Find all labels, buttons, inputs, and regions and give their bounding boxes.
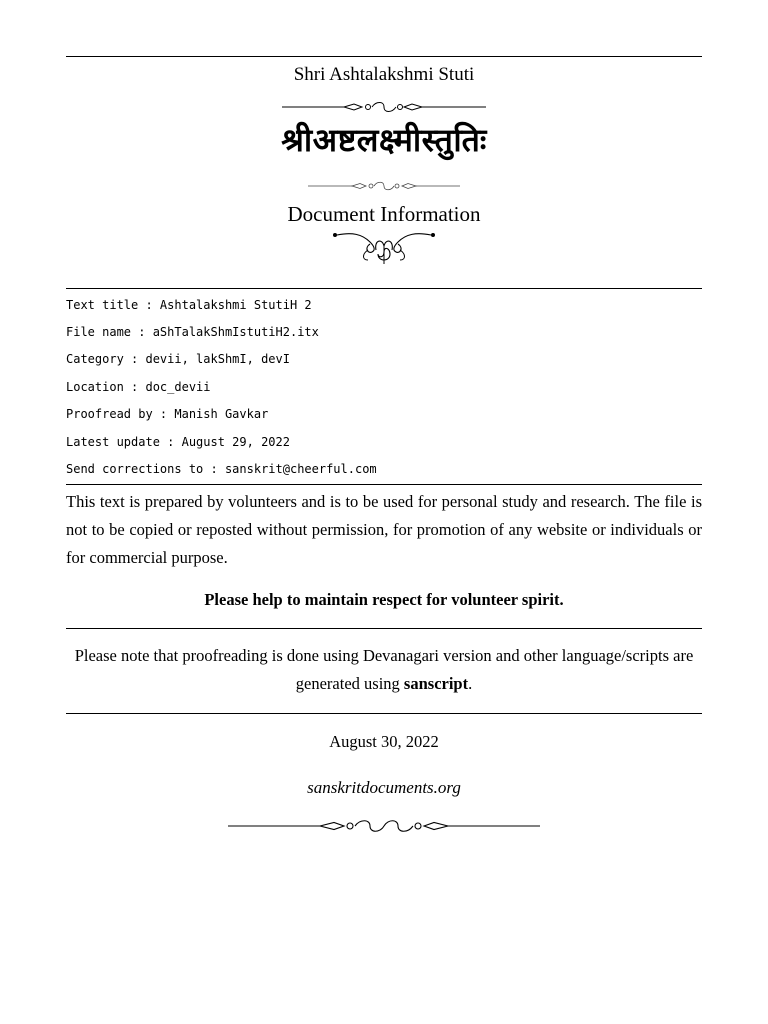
info-location: Location : doc_devii — [66, 380, 211, 394]
info-proofread-by: Proofread by : Manish Gavkar — [66, 407, 269, 421]
proofreading-note-text: Please note that proofreading is done using Devanagari version and other language/scripts are generated using — [74, 646, 694, 693]
ornament-divider-small — [308, 180, 460, 192]
proofreading-note — [66, 642, 702, 698]
title-english: Shri Ashtalakshmi Stuti — [293, 64, 475, 85]
sanscript-tool-name: sanscript — [403, 674, 469, 693]
top-rule — [66, 56, 702, 57]
scroll-flourish-icon — [332, 228, 436, 268]
title-devanagari: श्रीअष्टलक्ष्मीस्तुतिः — [281, 121, 487, 159]
site-name: sanskritdocuments.org — [307, 778, 461, 797]
volunteer-appeal: Please help to maintain respect for volunteer spirit. — [204, 590, 564, 609]
info-latest-update: Latest update : August 29, 2022 — [66, 435, 290, 449]
notice-rule — [66, 628, 702, 629]
usage-notice: This text is prepared by volunteers and is to be used for personal study and research. The file is not to be copied or reposted without permission, for promotion of any website or individuals or for commercial purpose. — [66, 492, 702, 567]
ornament-divider-top — [282, 100, 486, 114]
info-file-name: File name : aShTalakShmIstutiH2.itx — [66, 325, 319, 339]
info-bottom-rule — [66, 484, 702, 485]
info-send-corrections: Send corrections to : sanskrit@cheerful.com — [66, 462, 377, 476]
info-text-title: Text title : Ashtalakshmi StutiH 2 — [66, 298, 312, 312]
ornament-divider-bottom — [228, 818, 540, 834]
proofreading-note-end: . — [468, 674, 473, 693]
document-date: August 30, 2022 — [329, 732, 439, 751]
info-category: Category : devii, lakShmI, devI — [66, 352, 290, 366]
section-heading: Document Information — [287, 202, 481, 226]
note-bottom-rule — [66, 713, 702, 714]
info-top-rule — [66, 288, 702, 289]
